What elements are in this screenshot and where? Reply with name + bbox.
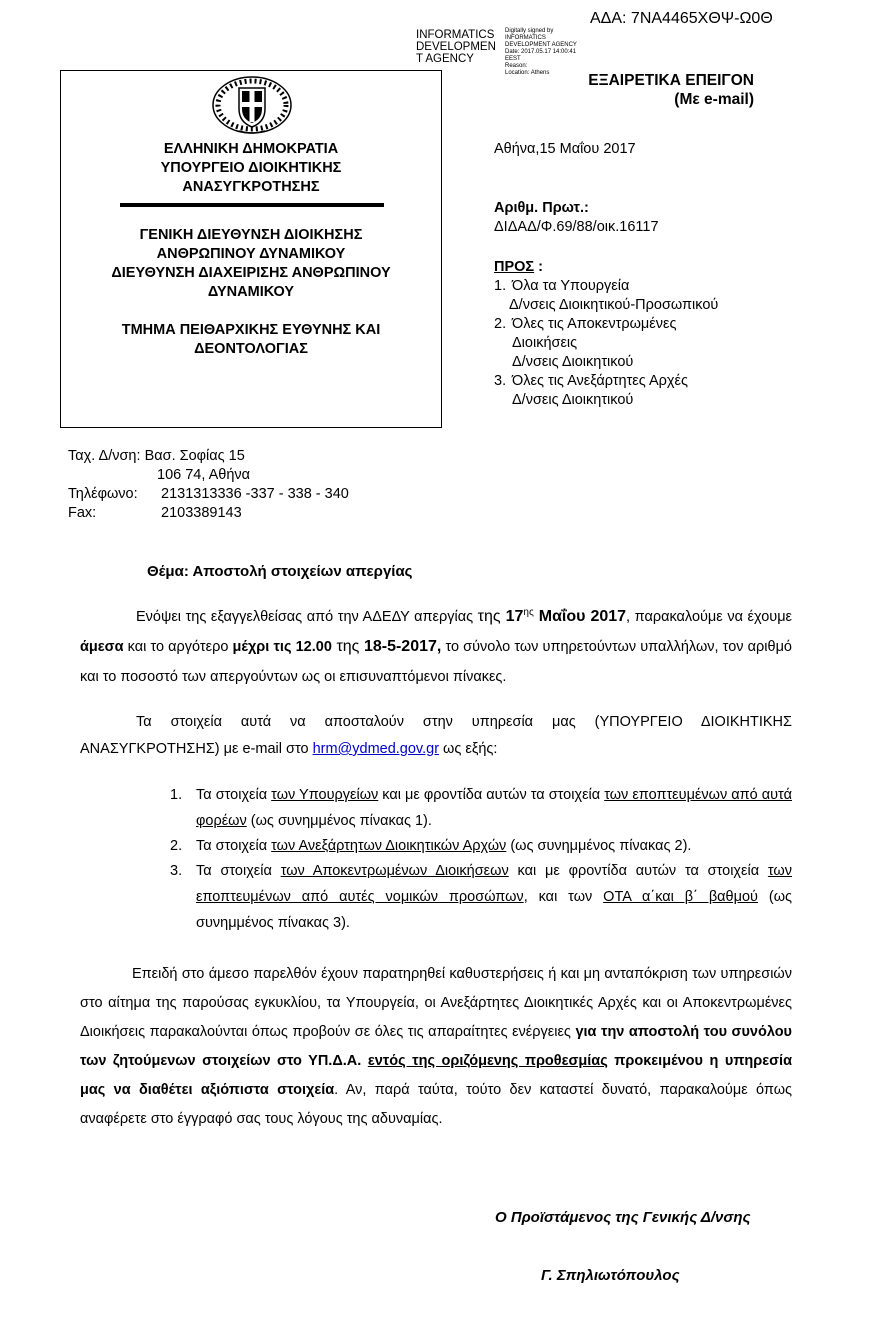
subject-line: Θέμα: Αποστολή στοιχείων απεργίας	[147, 563, 413, 580]
recipients-heading: ΠΡΟΣ :	[494, 259, 543, 275]
paragraph-strike-notice: Ενόψει της εξαγγελθείσας από την ΑΔΕΔΥ απεργίας της $17^{\eta\varsigma}$ Μαΐου 2017, παρακαλούμε να έχουμε άμεσα και το αργότερο μέχρι τις 12.00 της 18-5-2017, το σύνολο των υπηρετούντων υπαλλήλων, τον αριθμό και το ποσοστό των απεργούντων ως οι επισυναπτόμενοι πίνακες.	[80, 607, 793, 685]
urgency-note: ΕΞΑΙΡΕΤΙΚΑ ΕΠΕΙΓΟΝ (Με e-mail)	[588, 72, 754, 108]
recipient-line: Δ/νσεις Διοικητικού	[512, 392, 634, 408]
fax-label: Fax:	[68, 505, 97, 521]
phone-label: Τηλέφωνο:	[68, 486, 138, 502]
letterhead-box	[60, 70, 442, 428]
paragraph-compliance: Επειδή στο άμεσο παρελθόν έχουν παρατηρηθεί καθυστερήσεις ή και μη ανταπόκριση των υπηρεσιών στο αίτημα της παρούσας εγκυκλίου, τα Υπουργεία, οι Ανεξάρτητες Διοικητικές Αρχές και οι Αποκεντρωμένες Διοικήσεις παρακαλούνται όπως προβούν σε όλες τις απαραίτητες ενέργειες για την αποστολή του συνόλου των ζητούμενων στοιχείων στο ΥΠ.Δ.Α. εντός της οριζόμενης προθεσμίας προκειμένου η υπηρεσία μας να διαθέτει αξιόπιστα στοιχεία. Αν, παρά ταύτα, τούτο δεν καταστεί δυνατό, παρακαλούμε όπως αναφέρετε στο έγγραφό σας τους λόγους της αδυναμίας.	[80, 966, 792, 1127]
recipient-line: Δ/νσεις Διοικητικού-Προσωπικού	[509, 297, 719, 313]
department-name: ΤΜΗΜΑ ΠΕΙΘΑΡΧΙΚΗΣ ΕΥΘΥΝΗΣ ΚΑΙ ΔΕΟΝΤΟΛΟΓΙΑΣ	[121, 322, 381, 357]
address-street-row: Ταχ. Δ/νση: Βασ. Σοφίας 15	[68, 448, 245, 464]
list-item-number: 2.	[170, 838, 183, 854]
paragraph-submission: Τα στοιχεία αυτά να αποσταλούν στην υπηρεσία μας (ΥΠΟΥΡΓΕΙΟ ΔΙΟΙΚΗΤΙΚΗΣ ΑΝΑΣΥΓΚΡΟΤΗΣΗΣ) με e-mail στο hrm@ydmed.gov.gr ως εξής:	[80, 714, 792, 757]
recipient-line: Διοικήσεις	[512, 335, 578, 351]
list-item-number: 1.	[170, 787, 183, 803]
list-item: Τα στοιχεία των Αποκεντρωμένων Διοικήσεων και με φροντίδα αυτών τα στοιχεία των εποπτευμένων από αυτές νομικών προσώπων, και των ΟΤΑ α΄και β΄ βαθμού (ως συνημμένος πίνακας 3).	[196, 863, 792, 931]
recipient-num: 2.	[494, 316, 507, 332]
organization-name: ΕΛΛΗΝΙΚΗ ΔΗΜΟΚΡΑΤΙΑ ΥΠΟΥΡΓΕΙΟ ΔΙΟΙΚΗΤΙΚΗΣ ΑΝΑΣΥΓΚΡΟΤΗΣΗΣ	[160, 141, 342, 195]
directorate-name: ΓΕΝΙΚΗ ΔΙΕΥΘΥΝΣΗ ΔΙΟΙΚΗΣΗΣ ΑΝΘΡΩΠΙΝΟΥ ΔΥΝΑΜΙΚΟΥ ΔΙΕΥΘΥΝΣΗ ΔΙΑΧΕΙΡΙΣΗΣ ΑΝΘΡΩΠΙΝΟΥ ΔΥΝΑΜΙΚΟΥ	[111, 227, 391, 300]
protocol-label: Αριθμ. Πρωτ.:	[494, 200, 589, 216]
recipient-num: 3.	[494, 373, 507, 389]
signatory-name: Γ. Σπηλιωτόπουλος	[541, 1267, 680, 1284]
signatory-title: Ο Προϊστάμενος της Γενικής Δ/νσης	[495, 1209, 751, 1226]
recipient-line: Όλες τις Αποκεντρωμένες	[512, 316, 677, 332]
email-link[interactable]: hrm@ydmed.gov.gr	[312, 741, 440, 757]
recipient-line: Δ/νσεις Διοικητικού	[512, 354, 634, 370]
document-date: Αθήνα,15 Μαΐου 2017	[494, 141, 636, 157]
list-item: Τα στοιχεία των Ανεξάρτητων Διοικητικών Αρχών (ως συνημμένος πίνακας 2).	[196, 838, 692, 854]
recipient-num: 1.	[494, 278, 507, 294]
phone-number: 2131313336 -337 - 338 - 340	[161, 486, 349, 502]
digital-signature-details: Digitally signed by INFORMATICS DEVELOPMENT AGENCY Date: 2017.05.17 14:00:41 EEST Reason: Location: Athens	[505, 28, 577, 76]
ada-code: ΑΔΑ: 7ΝΑ4465ΧΘΨ-Ω0Θ	[590, 10, 773, 27]
recipient-line: Όλες τις Ανεξάρτητες Αρχές	[512, 373, 688, 389]
recipient-line: Όλα τα Υπουργεία	[512, 278, 630, 294]
digital-signature-signer: INFORMATICS DEVELOPMEN T AGENCY	[416, 29, 496, 65]
fax-number: 2103389143	[161, 505, 242, 521]
protocol-number: ΔΙΔΑΔ/Φ.69/88/οικ.16117	[494, 219, 659, 235]
header-divider	[120, 203, 384, 207]
list-item: Τα στοιχεία των Υπουργείων και με φροντίδα αυτών τα στοιχεία των εποπτευμένων από αυτά φορέων (ως συνημμένος πίνακας 1).	[196, 787, 792, 829]
address-postcode: 106 74, Αθήνα	[157, 467, 251, 483]
list-item-number: 3.	[170, 863, 183, 879]
greek-coat-of-arms-icon	[211, 73, 293, 135]
